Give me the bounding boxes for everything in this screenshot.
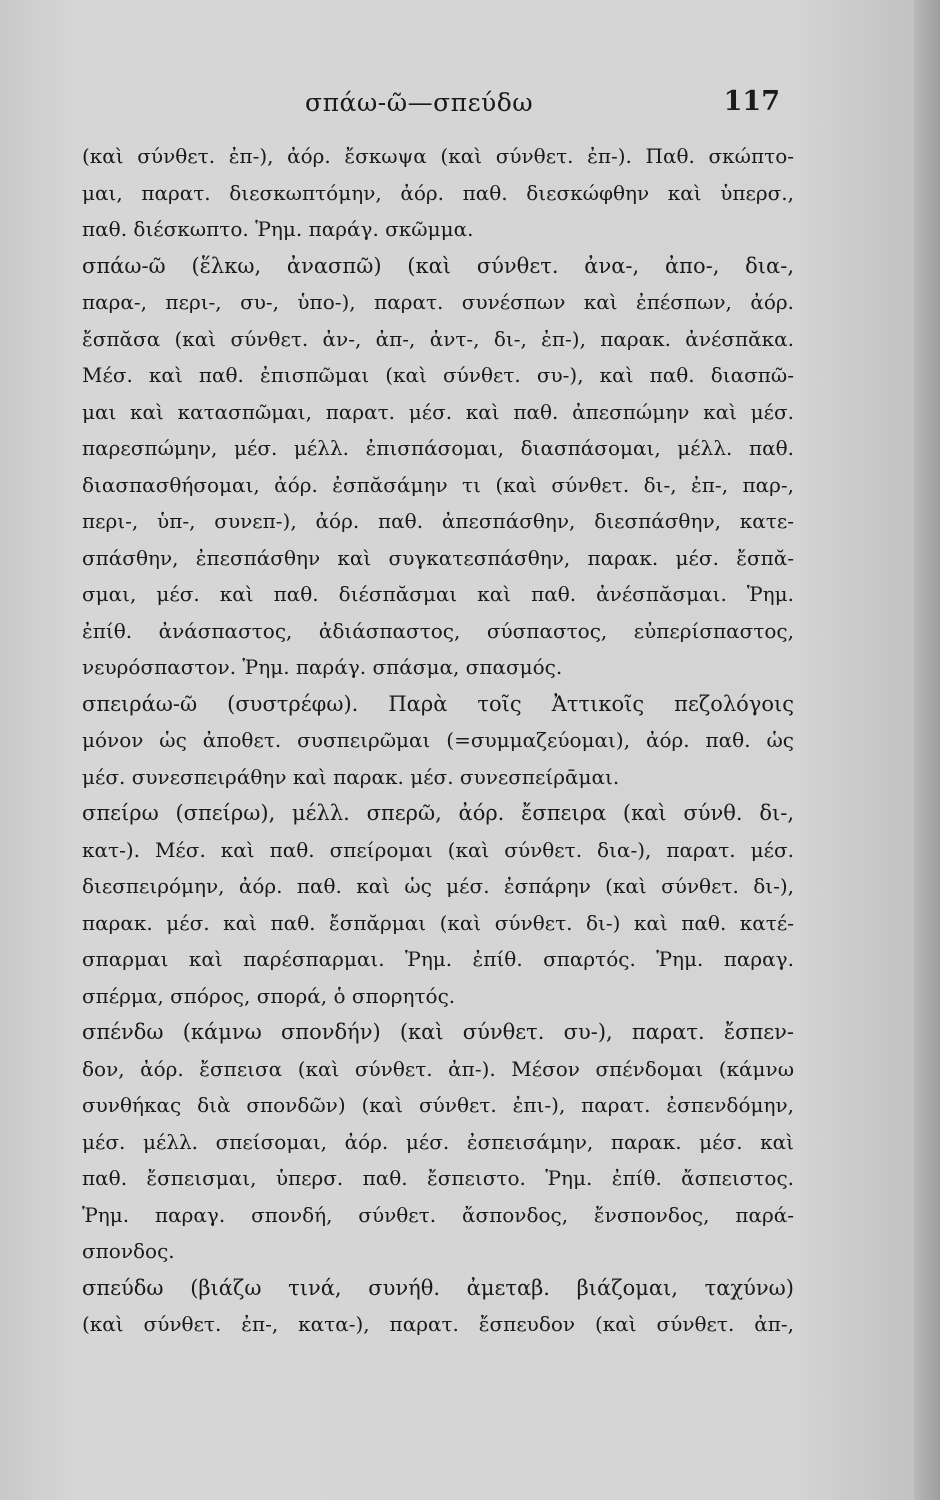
text-line: μαι καὶ κατασπῶμαι, παρατ. μέσ. καὶ παθ. ἀπεσπώμην καὶ μέσ. — [82, 399, 794, 424]
text-line: (καὶ σύνθετ. ἐπ-, κατα-), παρατ. ἔσπευδον (καὶ σύνθετ. ἀπ-, — [82, 1312, 794, 1336]
entry-headword-line: σπεύδω (βιάζω τινά, συνήθ. ἀμεταβ. βιάζομαι, ταχύνω) — [82, 1275, 794, 1300]
running-head: σπάω-ῶ—σπεύδω — [305, 88, 534, 117]
text-line: κατ-). Μέσ. καὶ παθ. σπείρομαι (καὶ σύνθετ. δια-), παρατ. μέσ. — [82, 837, 794, 862]
text-line: Μέσ. καὶ παθ. ἐπισπῶμαι (καὶ σύνθετ. συ-), καὶ παθ. διασπῶ- — [82, 363, 794, 387]
text-line: σπαρμαι καὶ παρέσπαρμαι. Ῥημ. ἐπίθ. σπαρτός. Ῥημ. παραγ. — [82, 947, 794, 971]
dictionary-text — [82, 138, 794, 1343]
entry-headword-line: σπειράω-ῶ (συστρέφω). Παρὰ τοῖς Ἀττικοῖς πεζολόγοις — [82, 691, 794, 716]
text-line: σπάσθην, ἐπεσπάσθην καὶ συγκατεσπάσθην, παρακ. μέσ. ἔσπᾰ- — [82, 545, 794, 570]
text-line: μαι, παρατ. διεσκωπτόμην, ἀόρ. παθ. διεσκώφθην καὶ ὑπερσ., — [82, 180, 794, 205]
entry-headword-line: σπένδω (κάμνω σπονδήν) (καὶ σύνθετ. συ-), παρατ. ἔσπεν- — [82, 1020, 794, 1044]
text-line: (καὶ σύνθετ. ἐπ-), ἀόρ. ἔσκωψα (καὶ σύνθετ. ἐπ-). Παθ. σκώπτο- — [82, 144, 794, 168]
text-line: μέσ. μέλλ. σπείσομαι, ἀόρ. μέσ. ἐσπεισάμην, παρακ. μέσ. καὶ — [82, 1129, 794, 1154]
text-line: παθ. ἔσπεισμαι, ὑπερσ. παθ. ἔσπειστο. Ῥημ. ἐπίθ. ἄσπειστος. — [82, 1166, 794, 1190]
entry-headword-line: σπείρω (σπείρω), μέλλ. σπερῶ, ἀόρ. ἔσπειρα (καὶ σύνθ. δι-, — [82, 801, 794, 825]
text-line: σπονδος. — [82, 1239, 175, 1263]
text-line: νευρόσπαστον. Ῥημ. παράγ. σπάσμα, σπασμός. — [82, 655, 563, 679]
text-line: δον, ἀόρ. ἔσπεισα (καὶ σύνθετ. ἀπ-). Μέσον σπένδομαι (κάμνω — [82, 1056, 794, 1081]
text-line: μέσ. συνεσπειράθην καὶ παρακ. μέσ. συνεσπείρᾱμαι. — [82, 764, 620, 789]
page-header — [80, 86, 790, 126]
text-line: παρεσπώμην, μέσ. μέλλ. ἐπισπάσομαι, διασπάσομαι, μέλλ. παθ. — [82, 436, 794, 460]
entry-headword-line: σπάω-ῶ (ἕλκω, ἀνασπῶ) (καὶ σύνθετ. ἀνα-, ἀπο-, δια-, — [82, 253, 794, 278]
text-line: μόνον ὡς ἀποθετ. συσπειρῶμαι (=συμμαζεύομαι), ἀόρ. παθ. ὡς — [82, 728, 794, 752]
text-line: διεσπειρόμην, ἀόρ. παθ. καὶ ὡς μέσ. ἐσπάρην (καὶ σύνθετ. δι-), — [82, 874, 794, 898]
text-line: παρα-, περι-, συ-, ὑπο-), παρατ. συνέσπων καὶ ἐπέσπων, ἀόρ. — [82, 290, 794, 314]
text-line: παρακ. μέσ. καὶ παθ. ἔσπᾰρμαι (καὶ σύνθετ. δι-) καὶ παθ. κατέ- — [82, 910, 794, 935]
text-line: περι-, ὑπ-, συνεπ-), ἀόρ. παθ. ἀπεσπάσθην, διεσπάσθην, κατε- — [82, 509, 794, 533]
text-line: σμαι, μέσ. καὶ παθ. διέσπᾰσμαι καὶ παθ. ἀνέσπᾰσμαι. Ῥημ. — [82, 582, 794, 606]
text-line: διασπασθήσομαι, ἀόρ. ἐσπᾰσάμην τι (καὶ σύνθετ. δι-, ἐπ-, παρ-, — [82, 472, 794, 497]
text-line: σπέρμα, σπόρος, σπορά, ὁ σπορητός. — [82, 983, 456, 1008]
text-line: συνθήκας διὰ σπονδῶν) (καὶ σύνθετ. ἐπι-), παρατ. ἐσπενδόμην, — [82, 1093, 794, 1117]
page-number: 117 — [723, 86, 780, 117]
text-line: Ῥημ. παραγ. σπονδή, σύνθετ. ἄσπονδος, ἔνσπονδος, παρά- — [82, 1202, 794, 1227]
text-line: ἔσπᾰσα (καὶ σύνθετ. ἀν-, ἀπ-, ἀντ-, δι-, ἐπ-), παρακ. ἀνέσπᾰκα. — [82, 326, 794, 351]
text-line: παθ. διέσκωπτο. Ῥημ. παράγ. σκῶμμα. — [82, 217, 474, 241]
text-line: ἐπίθ. ἀνάσπαστος, ἀδιάσπαστος, σύσπαστος, εὐπερίσπαστος, — [82, 618, 794, 643]
page-edge — [914, 0, 940, 1500]
